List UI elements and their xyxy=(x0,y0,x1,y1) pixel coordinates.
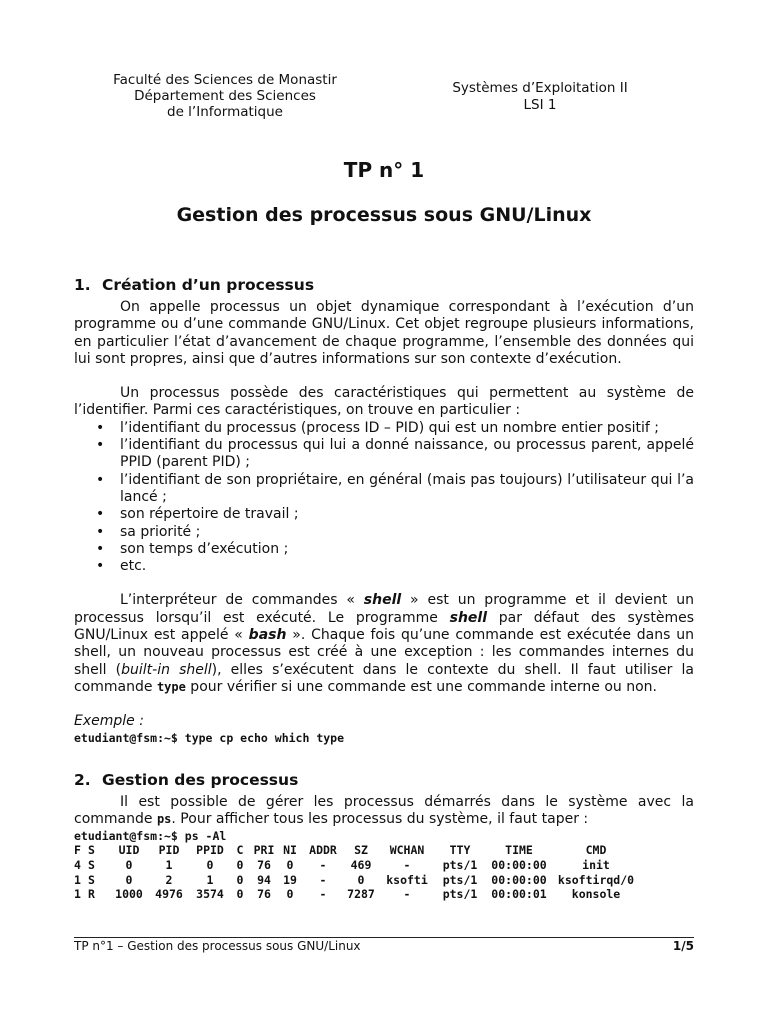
example-command: etudiant@fsm:~$ type cp echo which type xyxy=(74,730,345,745)
table-row xyxy=(74,858,638,873)
table-cell: 1 xyxy=(74,872,81,887)
command-type: type xyxy=(156,679,186,694)
table-cell: TTY xyxy=(449,843,471,858)
tp-number: TP n° 1 xyxy=(343,158,425,182)
table-cell: C xyxy=(236,843,244,858)
text-run: par défaut des systèmes GNU/Linux est appelé « xyxy=(74,609,694,644)
table-cell: S xyxy=(88,872,95,887)
faculty-line-3: de l’Informatique xyxy=(167,104,283,120)
table-cell: 0 xyxy=(236,857,244,872)
term-shell: shell xyxy=(363,592,402,609)
term-builtin-shell: built-in shell xyxy=(121,661,212,678)
command-ps: ps xyxy=(156,812,172,827)
table-cell: 4 xyxy=(74,857,81,872)
table-cell: 76 xyxy=(257,857,271,872)
table-cell: 3574 xyxy=(196,887,224,902)
table-cell: 0 xyxy=(286,887,294,902)
table-cell: 2 xyxy=(165,872,173,887)
section-2-heading xyxy=(74,771,694,790)
table-cell: 0 xyxy=(125,872,133,887)
table-cell: - xyxy=(403,887,411,902)
footer-divider xyxy=(74,937,694,938)
table-cell: - xyxy=(319,857,327,872)
section-1-paragraph-1: On appelle processus un objet dynamique correspondant à l’exécution d’un programme ou d’une commande GNU/Linux. Cet objet regroupe plusieurs informations, en particulier l’état d’avancement de chaque programme, l’ensemble des données qui lui sont propres, ainsi que d’autres informations sur son contexte d’exécution. xyxy=(74,299,694,367)
table-cell: TIME xyxy=(505,843,533,858)
section-2-number: 2. xyxy=(74,771,91,790)
text-run: . Pour afficher tous les processus du système, il faut taper : xyxy=(171,811,589,828)
section-1-heading xyxy=(74,276,694,295)
text-run: ), elles s’exécutent dans le contexte du shell. Il faut utiliser la commande xyxy=(74,661,694,695)
table-cell: pts/1 xyxy=(442,887,478,902)
text-run: pour vérifier si une commande est une commande interne ou non. xyxy=(185,678,657,695)
example-label: Exemple : xyxy=(74,713,144,730)
table-cell: pts/1 xyxy=(442,857,478,872)
term-shell: shell xyxy=(449,609,488,626)
faculty-line-2: Département des Sciences xyxy=(134,88,316,104)
table-cell: ksoftirqd/0 xyxy=(557,872,635,887)
course-line-1: Systèmes d’Exploitation II xyxy=(452,80,628,96)
table-cell: 1 xyxy=(165,857,173,872)
table-row xyxy=(74,873,638,888)
section-1-paragraph-3 xyxy=(74,592,694,696)
term-bash: bash xyxy=(248,627,287,644)
text-run: ». Chaque fois qu’une commande est exécutée dans un shell, un nouveau processus est créé à une exception : les commandes internes du shell ( xyxy=(74,627,694,678)
table-cell: 19 xyxy=(283,872,297,887)
course-header xyxy=(430,80,650,114)
table-cell: 0 xyxy=(236,872,244,887)
table-cell: S xyxy=(88,857,95,872)
text-run: » est un programme et il devient un processus lorsqu’il est exécuté. Le programme xyxy=(74,592,694,626)
list-item: • l’identifiant de son propriétaire, en général (mais pas toujours) l’utilisateur qui l’a lancé ; xyxy=(74,472,694,507)
table-cell: 0 xyxy=(125,857,133,872)
table-cell: 469 xyxy=(350,857,372,872)
table-cell: - xyxy=(319,887,327,902)
table-cell: PRI xyxy=(253,843,275,858)
footer-title: TP n°1 – Gestion des processus sous GNU/Linux xyxy=(74,939,361,953)
list-item: • l’identifiant du processus qui lui a donné naissance, ou processus parent, appelé PPID (parent PID) ; xyxy=(74,437,694,472)
list-item: • son temps d’exécution ; xyxy=(74,541,694,558)
table-row xyxy=(74,887,638,902)
table-cell: 7287 xyxy=(347,887,375,902)
table-cell: ADDR xyxy=(309,843,337,858)
table-cell: 00:00:01 xyxy=(491,887,547,902)
section-1-title: Création d’un processus xyxy=(102,276,315,294)
table-cell: 94 xyxy=(257,872,271,887)
table-cell: NI xyxy=(283,843,297,858)
section-2-paragraph-1 xyxy=(74,794,694,829)
table-cell: UID xyxy=(118,843,140,858)
course-line-2: LSI 1 xyxy=(523,97,557,113)
page-number: 1/5 xyxy=(672,939,694,953)
table-cell: 0 xyxy=(286,857,294,872)
ps-prompt: etudiant@fsm:~$ ps -Al xyxy=(74,828,227,843)
ps-output-table xyxy=(74,843,638,901)
table-cell: 4976 xyxy=(155,887,183,902)
list-item: • sa priorité ; xyxy=(74,524,694,541)
table-cell: 00:00:00 xyxy=(491,857,547,872)
table-cell: CMD xyxy=(585,843,607,858)
table-cell: F xyxy=(74,843,81,858)
table-cell: - xyxy=(319,872,327,887)
table-cell: pts/1 xyxy=(442,872,478,887)
table-cell: PPID xyxy=(196,843,224,858)
table-cell: init xyxy=(582,857,610,872)
characteristics-list xyxy=(74,420,694,576)
tp-title: Gestion des processus sous GNU/Linux xyxy=(176,204,592,226)
table-cell: WCHAN xyxy=(389,843,425,858)
table-cell: S xyxy=(88,843,95,858)
table-cell: 00:00:00 xyxy=(491,872,547,887)
document-body xyxy=(74,276,694,902)
faculty-header xyxy=(100,72,350,120)
faculty-line-1: Faculté des Sciences de Monastir xyxy=(113,72,337,88)
table-cell: 1 xyxy=(206,872,214,887)
list-item: • etc. xyxy=(74,558,694,575)
table-cell: PID xyxy=(158,843,180,858)
table-cell: 76 xyxy=(257,887,271,902)
table-header-row xyxy=(74,843,638,858)
section-1-paragraph-2: Un processus possède des caractéristiques qui permettent au système de l’identifier. Parmi ces caractéristiques, on trouve en particulier : xyxy=(74,385,694,419)
table-cell: 0 xyxy=(236,887,244,902)
table-cell: konsole xyxy=(571,887,621,902)
table-cell: 1 xyxy=(74,887,81,902)
text-run: L’interpréteur de commandes « xyxy=(120,592,364,609)
table-cell: SZ xyxy=(354,843,368,858)
list-item: • l’identifiant du processus (process ID – PID) qui est un nombre entier positif ; xyxy=(74,420,694,437)
table-cell: - xyxy=(403,857,411,872)
section-1-number: 1. xyxy=(74,276,91,294)
table-cell: 0 xyxy=(206,857,214,872)
text-run: Il est possible de gérer les processus démarrés dans le système avec la commande xyxy=(74,794,694,828)
table-cell: 0 xyxy=(357,872,365,887)
table-cell: 1000 xyxy=(115,887,143,902)
section-2-title: Gestion des processus xyxy=(102,771,299,790)
list-item: • son répertoire de travail ; xyxy=(74,506,694,523)
table-cell: ksofti xyxy=(386,872,428,887)
table-cell: R xyxy=(88,887,95,902)
